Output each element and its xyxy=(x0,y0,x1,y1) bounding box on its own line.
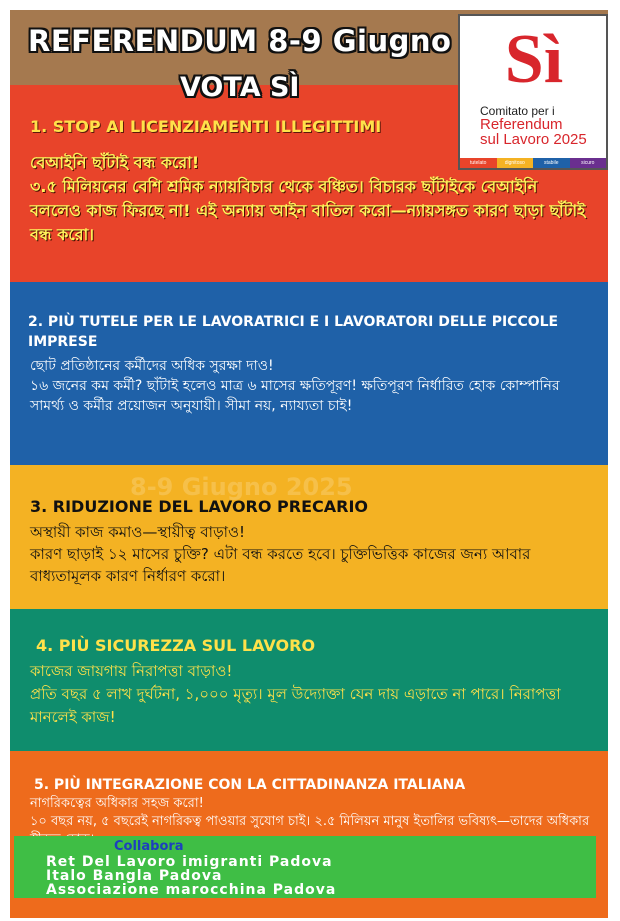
logo-line-3: sul Lavoro 2025 xyxy=(480,131,587,148)
section-3 xyxy=(10,465,608,609)
section-line: কাজের জায়গায় নিরাপত্তা বাড়াও! xyxy=(30,662,233,680)
section-body xyxy=(30,660,590,729)
section-line: অস্থায়ী কাজ কমাও—স্থায়ীত্ব বাড়াও! xyxy=(30,523,246,541)
logo-line-2: Referendum xyxy=(480,116,563,133)
poster-subtitle: VOTA SÌ xyxy=(180,72,300,103)
section-line: ছোট প্রতিষ্ঠানের কর্মীদের অধিক সুরক্ষা দাও! xyxy=(30,358,274,374)
collaborator-item: Associazione marocchina Padova xyxy=(46,882,337,898)
section-line: কারণ ছাড়াই ১২ মাসের চুক্তি? এটা বন্ধ করতে হবে। চুক্তিভিত্তিক কাজের জন্য আবার বাধ্যতামূলক কারণ নির্ধারণ করো। xyxy=(30,545,531,585)
section-heading: 1. STOP AI LICENZIAMENTI ILLEGITTIMI xyxy=(30,117,382,136)
referendum-logo xyxy=(458,14,608,170)
poster-frame xyxy=(10,10,608,918)
section-4 xyxy=(10,609,608,751)
collaborators-label: Collabora xyxy=(114,839,184,854)
section-line: নাগরিকত্বের অধিকার সহজ করো! xyxy=(30,796,204,811)
logo-stripe: sicuro xyxy=(570,158,607,168)
logo-stripe: stabile xyxy=(533,158,570,168)
section-heading: 3. RIDUZIONE DEL LAVORO PRECARIO xyxy=(30,497,369,516)
section-heading: 5. PIÙ INTEGRAZIONE CON LA CITTADINANZA ITALIANA xyxy=(34,777,466,793)
logo-stripe: tutelato xyxy=(460,158,497,168)
section-heading: 2. PIÙ TUTELE PER LE LAVORATRICI E I LAVORATORI DELLE PICCOLE IMPRESE xyxy=(28,314,559,350)
collaborator-item: Italo Bangla Padova xyxy=(46,868,223,884)
section-2 xyxy=(10,282,608,465)
section-line: বেআইনি ছাঁটাই বন্ধ করো! xyxy=(30,153,200,172)
section-body xyxy=(30,521,590,587)
logo-stripes xyxy=(460,158,606,168)
section-body xyxy=(30,356,585,416)
section-heading: 4. PIÙ SICUREZZA SUL LAVORO xyxy=(36,636,316,655)
watermark: 8-9 Giugno 2025 xyxy=(130,473,353,501)
logo-line-1: Comitato per i xyxy=(480,104,555,118)
poster-title: REFERENDUM 8-9 Giugno xyxy=(28,24,452,58)
collaborator-item: Ret Del Lavoro imigranti Padova xyxy=(46,854,333,870)
section-line: ৩.৫ মিলিয়নের বেশি শ্রমিক ন্যায়বিচার থেকে বঞ্চিত। বিচারক ছাঁটাইকে বেআইনি বললেও কাজ ফিরছে না! এই অন্যায় আইন বাতিল করো—ন্যায়সঙ্গত কারণ ছাড়া ছাঁটাই বন্ধ করো। xyxy=(30,177,586,244)
collaborators-box xyxy=(14,836,596,898)
logo-mark: Sì xyxy=(504,21,564,98)
logo-stripe: dignitoso xyxy=(497,158,534,168)
section-line: প্রতি বছর ৫ লাখ দুর্ঘটনা, ১,০০০ মৃত্যু। মূল উদ্যোক্তা যেন দায় এড়াতে না পারে। নিরাপত্তা মানলেই কাজ! xyxy=(30,685,561,726)
section-line: ১০ বছর নয়, ৫ বছরেই নাগরিকত্ব পাওয়ার সুযোগ চাই। ২.৫ মিলিয়ন মানুষ ইতালির ভবিষ্যৎ—তাদের অধিকার xyxy=(30,814,590,829)
section-line: ১৬ জনের কম কর্মী? ছাঁটাই হলেও মাত্র ৬ মাসের ক্ষতিপূরণ! ক্ষতিপূরণ নির্ধারিত হোক কোম্পানির সামর্থ্য ও কর্মীর প্রয়োজন অনুযায়ী। সীমা নয়, ন্যায্যতা চাই! xyxy=(30,378,560,414)
